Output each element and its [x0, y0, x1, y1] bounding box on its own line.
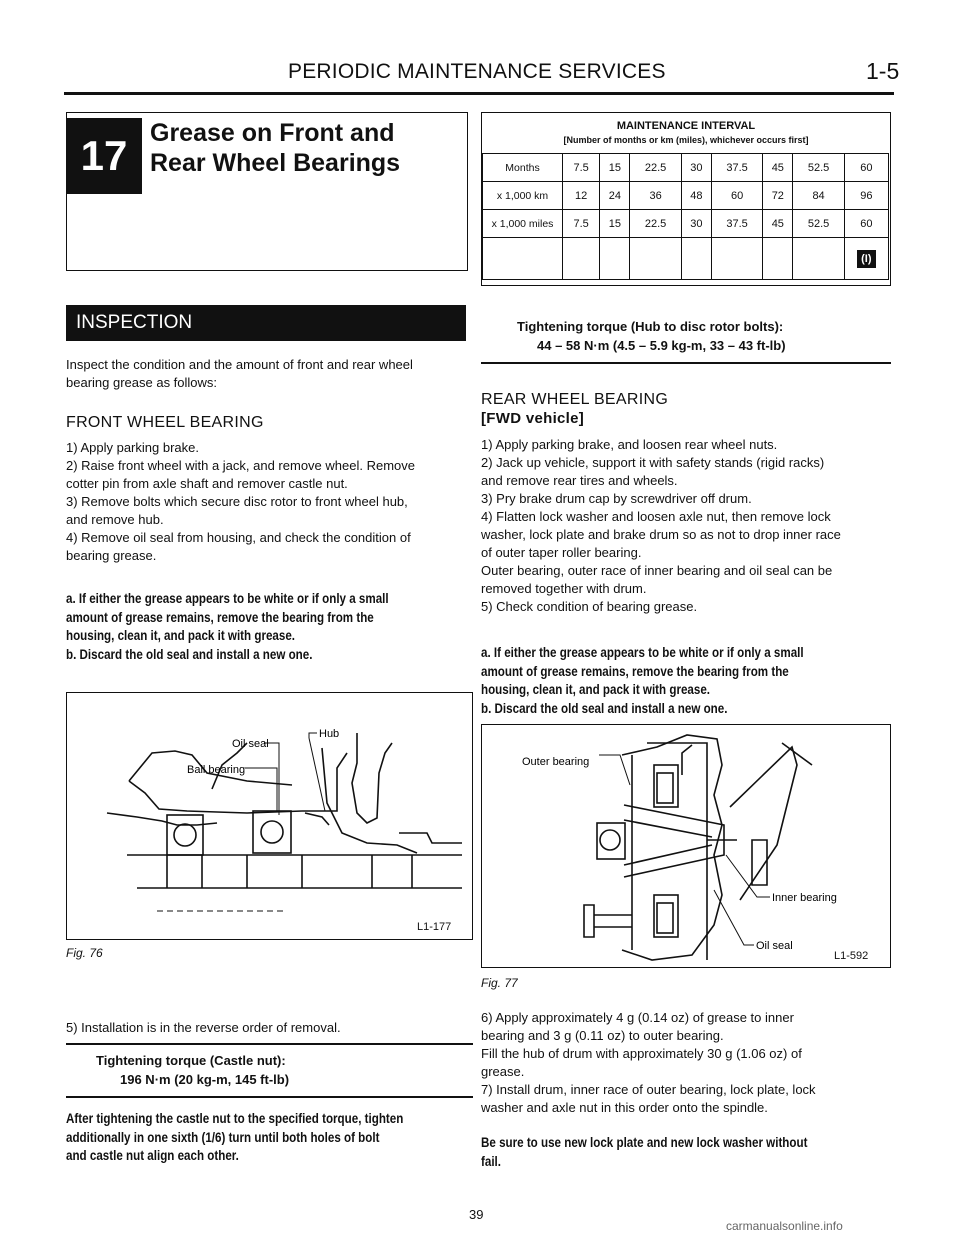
note-line: After tightening the castle nut to the specified torque, tighten: [66, 1111, 404, 1126]
step-line: 5) Check condition of bearing grease.: [481, 599, 698, 614]
rear-bearing-subheading: [FWD vehicle]: [481, 410, 585, 427]
hub-torque-value: 44 – 58 N·m (4.5 – 5.9 kg-m, 33 – 43 ft-lb): [537, 338, 786, 353]
table-cell: 96: [844, 182, 888, 210]
table-cell: 30: [681, 210, 711, 238]
table-cell: 7.5: [563, 210, 600, 238]
note-line: fail.: [481, 1153, 502, 1169]
table-cell: 60: [711, 182, 762, 210]
torque-rule-top: [66, 1043, 473, 1045]
table-cell: [763, 238, 793, 280]
step-line: grease.: [481, 1064, 525, 1079]
step-line: bearing and 3 g (0.11 oz) to outer bearing.: [481, 1028, 724, 1043]
step-line: cotter pin from axle shaft and remover castle nut.: [66, 476, 348, 491]
row-label: Months: [483, 154, 563, 182]
table-row: [483, 210, 889, 238]
table-cell: [793, 238, 844, 280]
table-cell: 30: [681, 154, 711, 182]
table-row: [483, 154, 889, 182]
page-section-number: 1-5: [866, 58, 900, 84]
table-cell: 37.5: [711, 154, 762, 182]
label-outer-bearing: Outer bearing: [522, 756, 590, 768]
figure-caption-77: Fig. 77: [481, 976, 518, 990]
table-cell: 7.5: [563, 154, 600, 182]
inspection-intro: [66, 356, 476, 392]
label-ball-bearing: Ball bearing: [187, 764, 246, 776]
rear-final-note: [481, 1134, 956, 1171]
table-cell: [483, 238, 563, 280]
caution-line: housing, clean it, and pack it with grease.: [481, 682, 711, 697]
caution-line: a. If either the grease appears to be white or if only a small: [481, 645, 804, 660]
table-cell: [563, 238, 600, 280]
table-title: [482, 113, 890, 147]
note-line: Be sure to use new lock plate and new lock washer without: [481, 1135, 808, 1150]
step-line: and remove rear tires and wheels.: [481, 473, 678, 488]
step-line: and remove hub.: [66, 512, 164, 527]
label-hub: Hub: [319, 728, 340, 740]
figure-code: L1-177: [417, 921, 452, 933]
page-number: 39: [469, 1207, 484, 1222]
table-cell: [600, 238, 630, 280]
caution-line: amount of grease remains, remove the bearing from the: [66, 609, 374, 625]
inspection-heading: INSPECTION: [66, 305, 466, 341]
table-cell: 22.5: [630, 210, 681, 238]
figure-caption-76: Fig. 76: [66, 946, 103, 960]
rear-caution: [481, 644, 956, 718]
front-bearing-heading: FRONT WHEEL BEARING: [66, 414, 264, 431]
table-cell: [630, 238, 681, 280]
rear-steps: [481, 436, 893, 616]
intro-line: Inspect the condition and the amount of front and rear wheel: [66, 357, 413, 372]
caution-line: b. Discard the old seal and install a new one.: [481, 700, 728, 716]
step-line: washer, lock plate and brake drum so as not to drop inner race: [481, 527, 841, 542]
caution-line: a. If either the grease appears to be white or if only a small: [66, 591, 389, 606]
step-line: washer and axle nut in this order onto the spindle.: [481, 1100, 768, 1115]
table-subtitle: [Number of months or km (miles), whichever occurs first]: [563, 135, 809, 145]
table-cell: 15: [600, 210, 630, 238]
step-line: bearing grease.: [66, 548, 157, 563]
step-line: 3) Pry brake drum cap by screwdriver off drum.: [481, 491, 752, 506]
table-cell: 52.5: [793, 210, 844, 238]
figure-rear-bearing: [481, 724, 891, 968]
step-line: 2) Jack up vehicle, support it with safety stands (rigid racks): [481, 455, 825, 470]
table-cell: 37.5: [711, 210, 762, 238]
step-line: 7) Install drum, inner race of outer bearing, lock plate, lock: [481, 1082, 816, 1097]
step-line: 3) Remove bolts which secure disc rotor to front wheel hub,: [66, 494, 408, 509]
table-cell: 36: [630, 182, 681, 210]
caution-line: housing, clean it, and pack it with grease.: [66, 628, 296, 643]
step-line: 1) Apply parking brake, and loosen rear wheel nuts.: [481, 437, 778, 452]
step-line: 4) Remove oil seal from housing, and check the condition of: [66, 530, 411, 545]
front-caution: [66, 590, 536, 664]
table-cell: 12: [563, 182, 600, 210]
table-cell: 45: [763, 154, 793, 182]
step-line: 6) Apply approximately 4 g (0.14 oz) of grease to inner: [481, 1010, 794, 1025]
figure-code: L1-592: [834, 950, 869, 962]
step-line: Outer bearing, outer race of inner bearing and oil seal can be: [481, 563, 833, 578]
section-title-line1: Grease on Front and: [150, 119, 395, 147]
torque-rule-bottom: [66, 1096, 473, 1098]
step-line: 2) Raise front wheel with a jack, and remove wheel. Remove: [66, 458, 415, 473]
rear-bearing-drawing: [482, 725, 889, 966]
row-label: x 1,000 km: [483, 182, 563, 210]
note-line: and castle nut align each other.: [66, 1148, 239, 1163]
maintenance-interval-table: [481, 112, 891, 286]
table-cell: 60: [844, 210, 888, 238]
inspect-mark: (I): [857, 250, 875, 268]
table-cell: 15: [600, 154, 630, 182]
table-cell: 45: [763, 210, 793, 238]
rear-steps-2: [481, 1009, 893, 1117]
hub-torque-rule: [481, 362, 891, 364]
label-oil-seal: Oil seal: [756, 940, 793, 952]
watermark: carmanualsonline.info: [726, 1219, 843, 1233]
page-header-title: PERIODIC MAINTENANCE SERVICES: [288, 60, 666, 83]
step-line: removed together with drum.: [481, 581, 647, 596]
header-rule: [64, 92, 894, 95]
castle-nut-torque-value: 196 N·m (20 kg-m, 145 ft-lb): [120, 1072, 290, 1087]
after-tightening-note: [66, 1110, 536, 1166]
table-cell: [711, 238, 762, 280]
section-title-line2: Rear Wheel Bearings: [150, 149, 401, 177]
interval-grid: [482, 153, 889, 280]
hub-torque-label: Tightening torque (Hub to disc rotor bolts):: [517, 319, 784, 334]
intro-line: bearing grease as follows:: [66, 375, 218, 390]
table-cell: 84: [793, 182, 844, 210]
caution-line: b. Discard the old seal and install a new one.: [66, 646, 313, 662]
label-oil-seal: Oil seal: [232, 738, 269, 750]
castle-nut-torque-label: Tightening torque (Castle nut):: [96, 1053, 286, 1068]
note-line: additionally in one sixth (1/6) turn until both holes of bolt: [66, 1129, 380, 1145]
table-cell: 52.5: [793, 154, 844, 182]
step-line: of outer taper roller bearing.: [481, 545, 642, 560]
section-title: [150, 118, 400, 178]
rear-bearing-heading: REAR WHEEL BEARING: [481, 391, 669, 408]
step-line: Fill the hub of drum with approximately 30 g (1.06 oz) of: [481, 1046, 802, 1061]
table-cell: [844, 238, 888, 280]
table-cell: 22.5: [630, 154, 681, 182]
table-cell: 60: [844, 154, 888, 182]
row-label: x 1,000 miles: [483, 210, 563, 238]
table-title-text: MAINTENANCE INTERVAL: [616, 120, 756, 132]
table-row-marks: [483, 238, 889, 280]
front-steps: [66, 439, 476, 565]
figure-front-bearing: [66, 692, 473, 940]
front-bearing-drawing: [67, 693, 471, 938]
label-inner-bearing: Inner bearing: [772, 892, 837, 904]
step-line: 4) Flatten lock washer and loosen axle nut, then remove lock: [481, 509, 831, 524]
caution-line: amount of grease remains, remove the bearing from the: [481, 663, 789, 679]
step-line: 1) Apply parking brake.: [66, 440, 199, 455]
table-cell: 72: [763, 182, 793, 210]
table-row: [483, 182, 889, 210]
table-cell: 24: [600, 182, 630, 210]
section-number-badge: 17: [66, 118, 142, 194]
front-step5: 5) Installation is in the reverse order of removal.: [66, 1020, 341, 1035]
table-cell: 48: [681, 182, 711, 210]
table-cell: [681, 238, 711, 280]
